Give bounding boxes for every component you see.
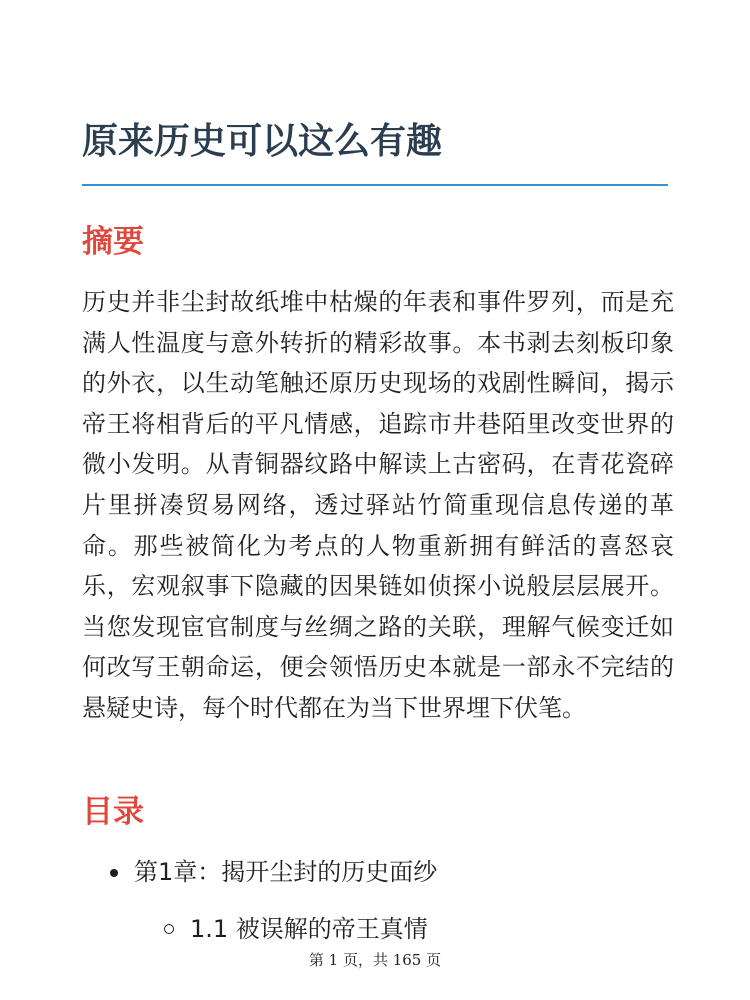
filled-bullet-icon — [110, 869, 118, 877]
summary-paragraph: 历史并非尘封故纸堆中枯燥的年表和事件罗列，而是充满人性温度与意外转折的精彩故事。本书剥去刻板印象的外衣，以生动笔触还原历史现场的戏剧性瞬间，揭示帝王将相背后的平凡情感，追踪市井巷陌里改变世界的微小发明。从青铜器纹路中解读上古密码，在青花瓷碎片里拼凑贸易网络，透过驿站竹简重现信息传递的革命。那些被简化为考点的人物重新拥有鲜活的喜怒哀乐，宏观叙事下隐藏的因果链如侦探小说般层层展开。当您发现宦官制度与丝绸之路的关联，理解气候变迁如何改写王朝命运，便会领悟历史本就是一部永不完结的悬疑史诗，每个时代都在为当下世界埋下伏笔。 — [82, 288, 674, 722]
toc-heading: 目录 — [82, 794, 144, 830]
document-title: 原来历史可以这么有趣 — [82, 121, 443, 162]
table-of-contents — [82, 852, 674, 949]
toc-chapter-1[interactable] — [82, 852, 674, 892]
hollow-bullet-icon — [164, 924, 174, 934]
page-footer: 第 1 页，共 165 页 — [308, 951, 442, 969]
summary-heading: 摘要 — [82, 224, 144, 260]
toc-chapter-label: 第1章：揭开尘封的历史面纱 — [134, 858, 438, 886]
title-divider — [82, 184, 668, 186]
toc-section-label: 1.1 被误解的帝王真情 — [190, 915, 428, 943]
toc-section-1-1[interactable] — [82, 909, 674, 949]
